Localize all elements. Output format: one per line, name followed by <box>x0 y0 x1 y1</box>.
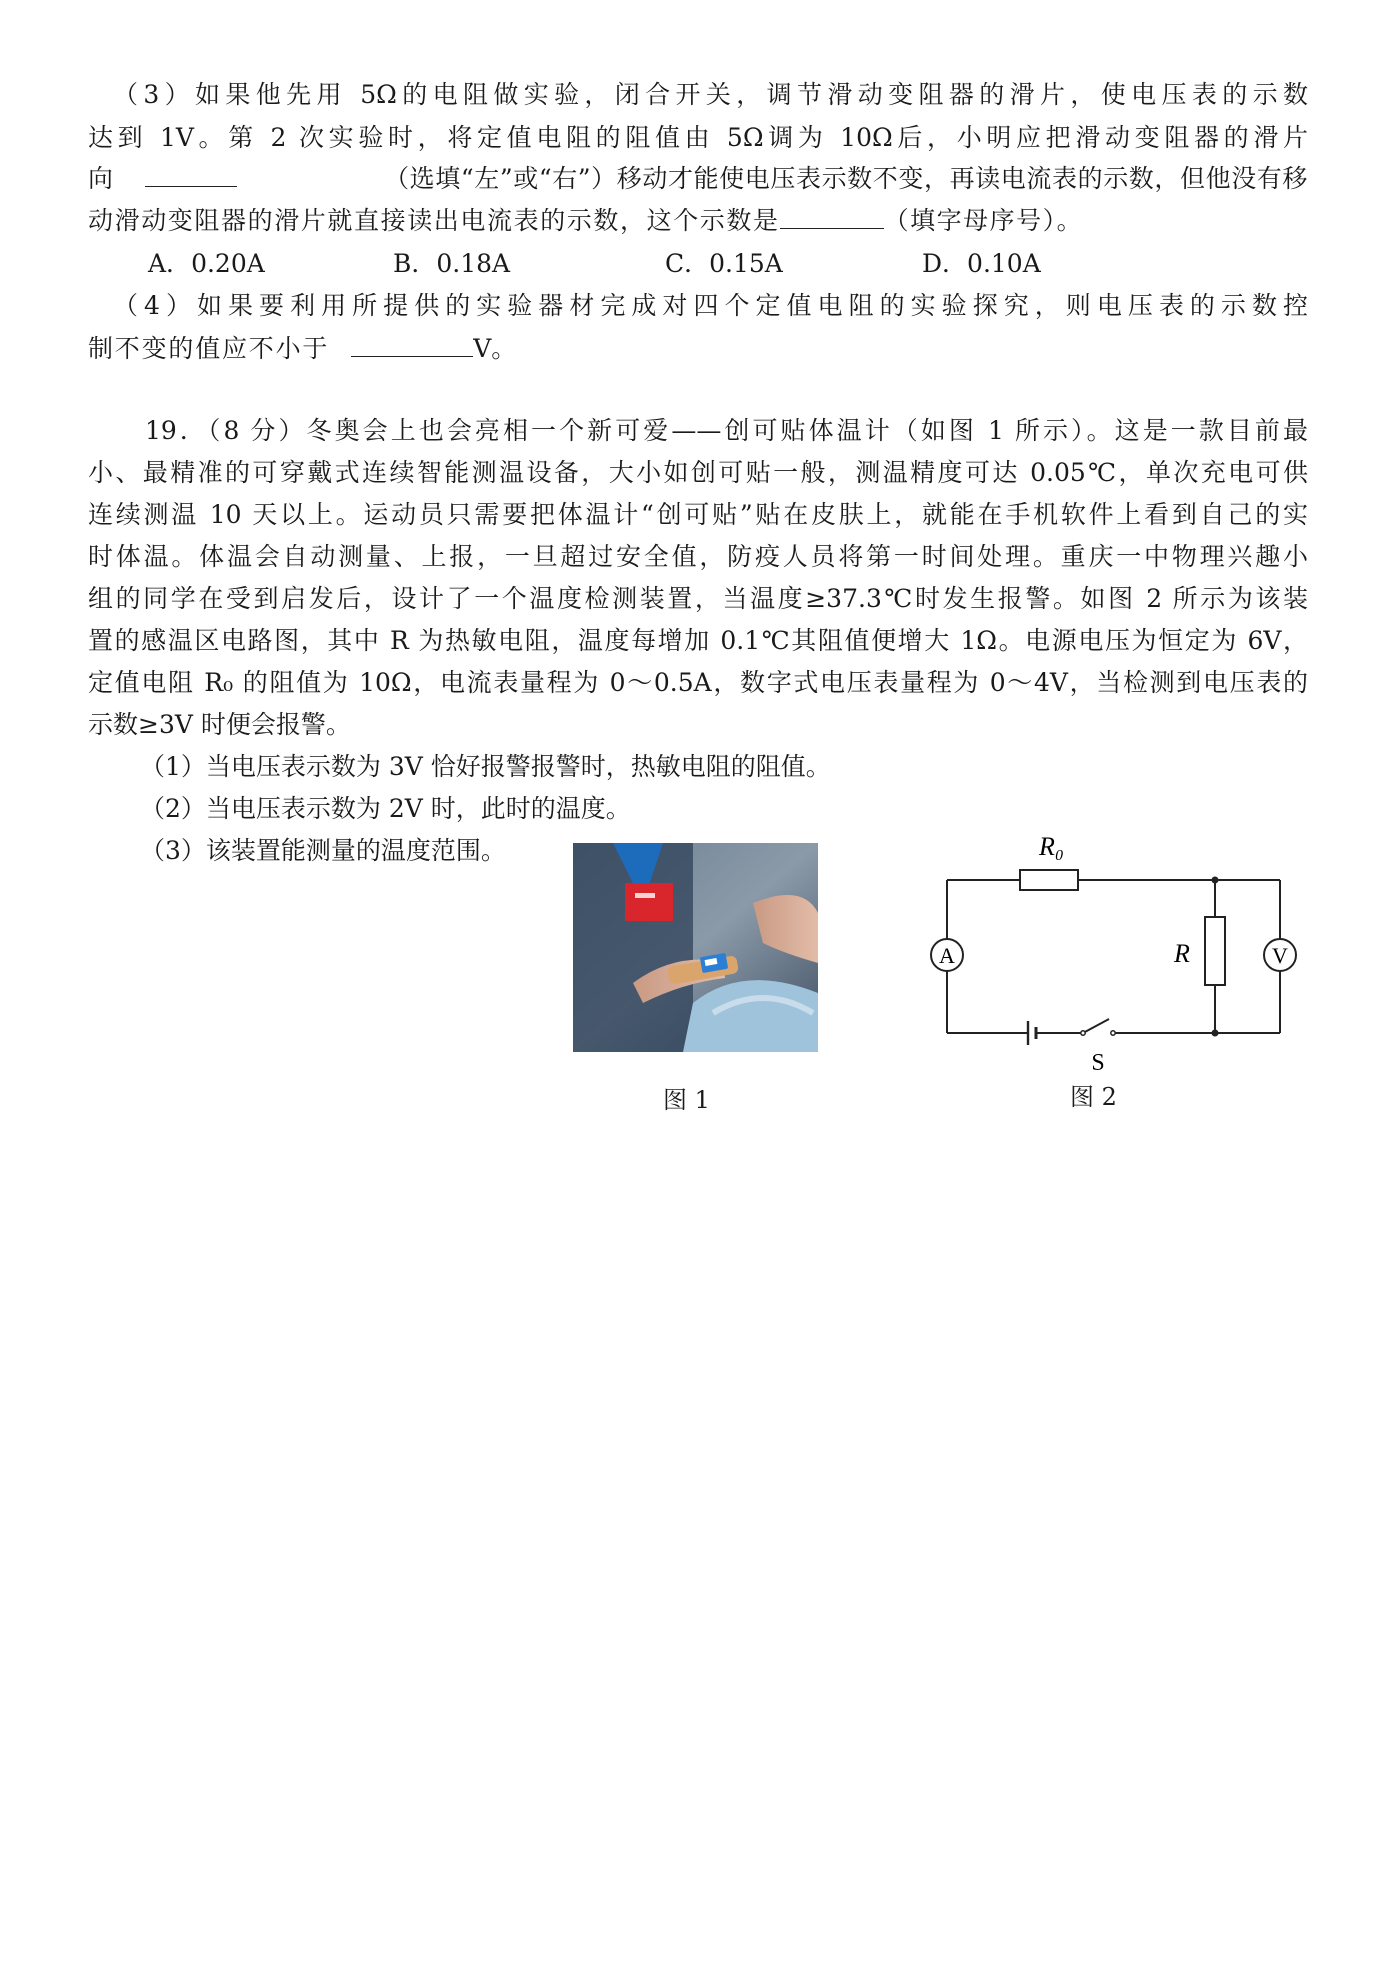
r0-label: R₀ <box>1039 832 1064 861</box>
option-a-value: 0.20A <box>191 249 265 278</box>
option-b[interactable] <box>393 243 510 285</box>
q19-line-4: 时体温。体温会自动测量、上报，一旦超过安全值，防疫人员将第一时间处理。重庆一中物理兴趣小 <box>88 542 1308 571</box>
q19-line-8: 示数≥3V 时便会报警。 <box>88 710 351 739</box>
band-aid-thermometer-photo <box>573 843 818 1052</box>
q18-p3-line2: 达到 1V。第 2 次实验时，将定值电阻的阻值由 5Ω调为 10Ω后，小明应把滑动变阻器的滑片 <box>88 123 1308 152</box>
option-a-letter: A． <box>148 249 192 278</box>
option-c[interactable] <box>665 243 783 285</box>
q19-line-1: 19．（8 分）冬奥会上也会亮相一个新可爱——创可贴体温计（如图 1 所示）。这是一款目前最 <box>145 416 1308 445</box>
r-label: R <box>1174 939 1190 968</box>
q18-p3-line1: （3）如果他先用 5Ω的电阻做实验，闭合开关，调节滑动变阻器的滑片，使电压表的示数 <box>113 80 1308 109</box>
q19-sub-3: （3）该装置能测量的温度范围。 <box>140 836 506 865</box>
q19-line-2: 小、最精准的可穿戴式连续智能测温设备，大小如创可贴一般，测温精度可达 0.05℃，单次充电可供 <box>88 458 1308 487</box>
voltmeter-label: V <box>1272 943 1288 968</box>
q19-line-5: 组的同学在受到启发后，设计了一个温度检测装置，当温度≥37.3℃时发生报警。如图 2 所示为该装 <box>88 584 1308 613</box>
q19-sub-1: （1）当电压表示数为 3V 恰好报警报警时，热敏电阻的阻值。 <box>140 752 831 781</box>
ammeter-label: A <box>939 943 955 968</box>
q18-p3-line3-post: （选填“左”或“右”）移动才能使电压表示数不变，再读电流表的示数，但他没有移 <box>384 164 1308 193</box>
figure-1-caption: 图 1 <box>663 1086 710 1114</box>
option-d-value: 0.10A <box>967 249 1041 278</box>
option-b-letter: B． <box>393 249 437 278</box>
q18-p3-line3 <box>88 158 1308 200</box>
option-d[interactable] <box>922 243 1041 285</box>
r-thermistor <box>1205 917 1225 985</box>
option-d-letter: D． <box>922 249 968 278</box>
q19-sub-2: （2）当电压表示数为 2V 时，此时的温度。 <box>140 794 631 823</box>
q18-p4-line2-pre: 制不变的值应不小于 <box>88 334 330 363</box>
option-c-letter: C． <box>665 249 710 278</box>
q18-min-voltage-blank[interactable] <box>351 328 473 357</box>
q18-p3-line4-post: （填字母序号）。 <box>883 206 1084 235</box>
q18-reading-blank[interactable] <box>780 200 884 229</box>
switch-label: S <box>1091 1050 1105 1076</box>
q19-line-3: 连续测温 10 天以上。运动员只需要把体温计“创可贴”贴在皮肤上，就能在手机软件上看到自己的实 <box>88 500 1308 529</box>
q18-p3-line3-pre: 向 <box>88 164 114 193</box>
q18-direction-blank[interactable] <box>145 158 237 187</box>
q19-line-7: 定值电阻 R₀ 的阻值为 10Ω，电流表量程为 0～0.5A，数字式电压表量程为 0～4V，当检测到电压表的 <box>88 668 1308 697</box>
circuit-diagram <box>925 825 1305 1076</box>
figure-2-caption: 图 2 <box>1070 1083 1117 1111</box>
q18-p4-line1: （4）如果要利用所提供的实验器材完成对四个定值电阻的实验探究，则电压表的示数控 <box>113 291 1308 320</box>
q18-p3-line4 <box>88 200 1083 242</box>
q18-p3-line4-pre: 动滑动变阻器的滑片就直接读出电流表的示数，这个示数是 <box>88 206 780 235</box>
option-b-value: 0.18A <box>436 249 511 278</box>
option-a[interactable] <box>148 243 265 285</box>
option-c-value: 0.15A <box>709 249 783 278</box>
q19-line-6: 置的感温区电路图，其中 R 为热敏电阻，温度每增加 0.1℃其阻值便增大 1Ω。电源电压为恒定为 6V， <box>88 626 1308 655</box>
q18-p4-line2 <box>88 328 516 370</box>
q18-p4-line2-post: V。 <box>473 334 517 363</box>
r0-resistor <box>1020 870 1078 890</box>
